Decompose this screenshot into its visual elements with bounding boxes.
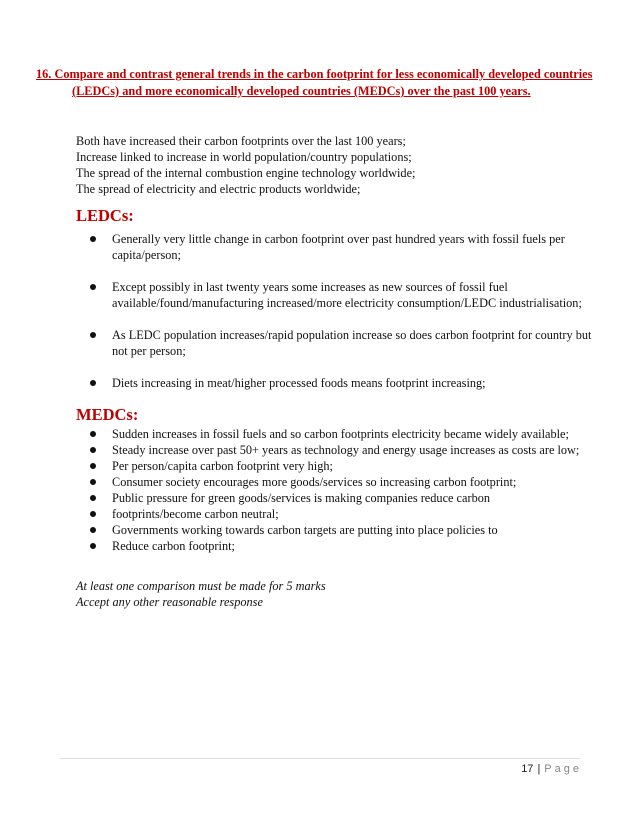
page-number: 17	[521, 763, 534, 775]
list-item-text: footprints/become carbon neutral;	[112, 507, 279, 521]
intro-line: Both have increased their carbon footprints over the last 100 years;	[76, 134, 406, 148]
bullet-icon	[90, 380, 96, 386]
list-item	[90, 538, 600, 554]
list-item	[90, 327, 600, 359]
marking-notes	[76, 578, 326, 610]
list-item	[90, 375, 600, 391]
bullet-icon	[90, 511, 96, 517]
bullet-icon	[90, 332, 96, 338]
intro-line: Increase linked to increase in world population/country populations;	[76, 150, 412, 164]
marking-note: At least one comparison must be made for 5 marks	[76, 579, 326, 593]
intro-line: The spread of electricity and electric products worldwide;	[76, 182, 361, 196]
medcs-list	[90, 426, 600, 554]
list-item	[90, 490, 600, 506]
page-label: Page	[544, 763, 582, 775]
list-item-text: Consumer society encourages more goods/services so increasing carbon footprint;	[112, 475, 517, 489]
bullet-icon	[90, 543, 96, 549]
list-item	[90, 426, 600, 442]
list-item-text: Steady increase over past 50+ years as technology and energy usage increases as costs are low;	[112, 443, 580, 457]
bullet-icon	[90, 527, 96, 533]
bullet-icon	[90, 463, 96, 469]
marking-note: Accept any other reasonable response	[76, 595, 263, 609]
ledcs-list	[90, 231, 600, 407]
bullet-icon	[90, 431, 96, 437]
bullet-icon	[90, 495, 96, 501]
bullet-icon	[90, 236, 96, 242]
bullet-icon	[90, 447, 96, 453]
list-item	[90, 442, 600, 458]
list-item-text: Public pressure for green goods/services is making companies reduce carbon	[112, 491, 491, 505]
list-item	[90, 279, 600, 311]
bullet-icon	[90, 479, 96, 485]
question-heading: 16. Compare and contrast general trends in the carbon footprint for less economically developed countries (LEDCs) and more economically developed countries (MEDCs) over the past 100 years.	[36, 67, 593, 98]
footer-divider	[60, 758, 580, 759]
footer-separator: |	[537, 763, 541, 775]
intro-line: The spread of the internal combustion engine technology worldwide;	[76, 166, 416, 180]
bullet-icon	[90, 284, 96, 290]
list-item	[90, 458, 600, 474]
list-item	[90, 506, 600, 522]
list-item	[90, 522, 600, 538]
page-footer	[521, 763, 582, 775]
list-item	[90, 231, 600, 263]
list-item-text: Governments working towards carbon targets are putting into place policies to	[112, 523, 498, 537]
list-item-text: Except possibly in last twenty years some increases as new sources of fossil fuel available/found/manufacturing increased/more electricity consumption/LEDC industrialisation;	[112, 280, 582, 310]
list-item-text: Sudden increases in fossil fuels and so carbon footprints electricity became widely available;	[112, 427, 569, 441]
list-item-text: Reduce carbon footprint;	[112, 539, 235, 553]
list-item-text: Diets increasing in meat/higher processed foods means footprint increasing;	[112, 376, 486, 390]
medcs-heading: MEDCs:	[76, 405, 139, 424]
ledcs-heading: LEDCs:	[76, 206, 134, 225]
list-item-text: Per person/capita carbon footprint very high;	[112, 459, 333, 473]
list-item-text: Generally very little change in carbon footprint over past hundred years with fossil fuels per capita/person;	[112, 232, 565, 262]
intro-paragraph	[76, 133, 596, 197]
list-item-text: As LEDC population increases/rapid population increase so does carbon footprint for country but not per person;	[112, 328, 592, 358]
list-item	[90, 474, 600, 490]
